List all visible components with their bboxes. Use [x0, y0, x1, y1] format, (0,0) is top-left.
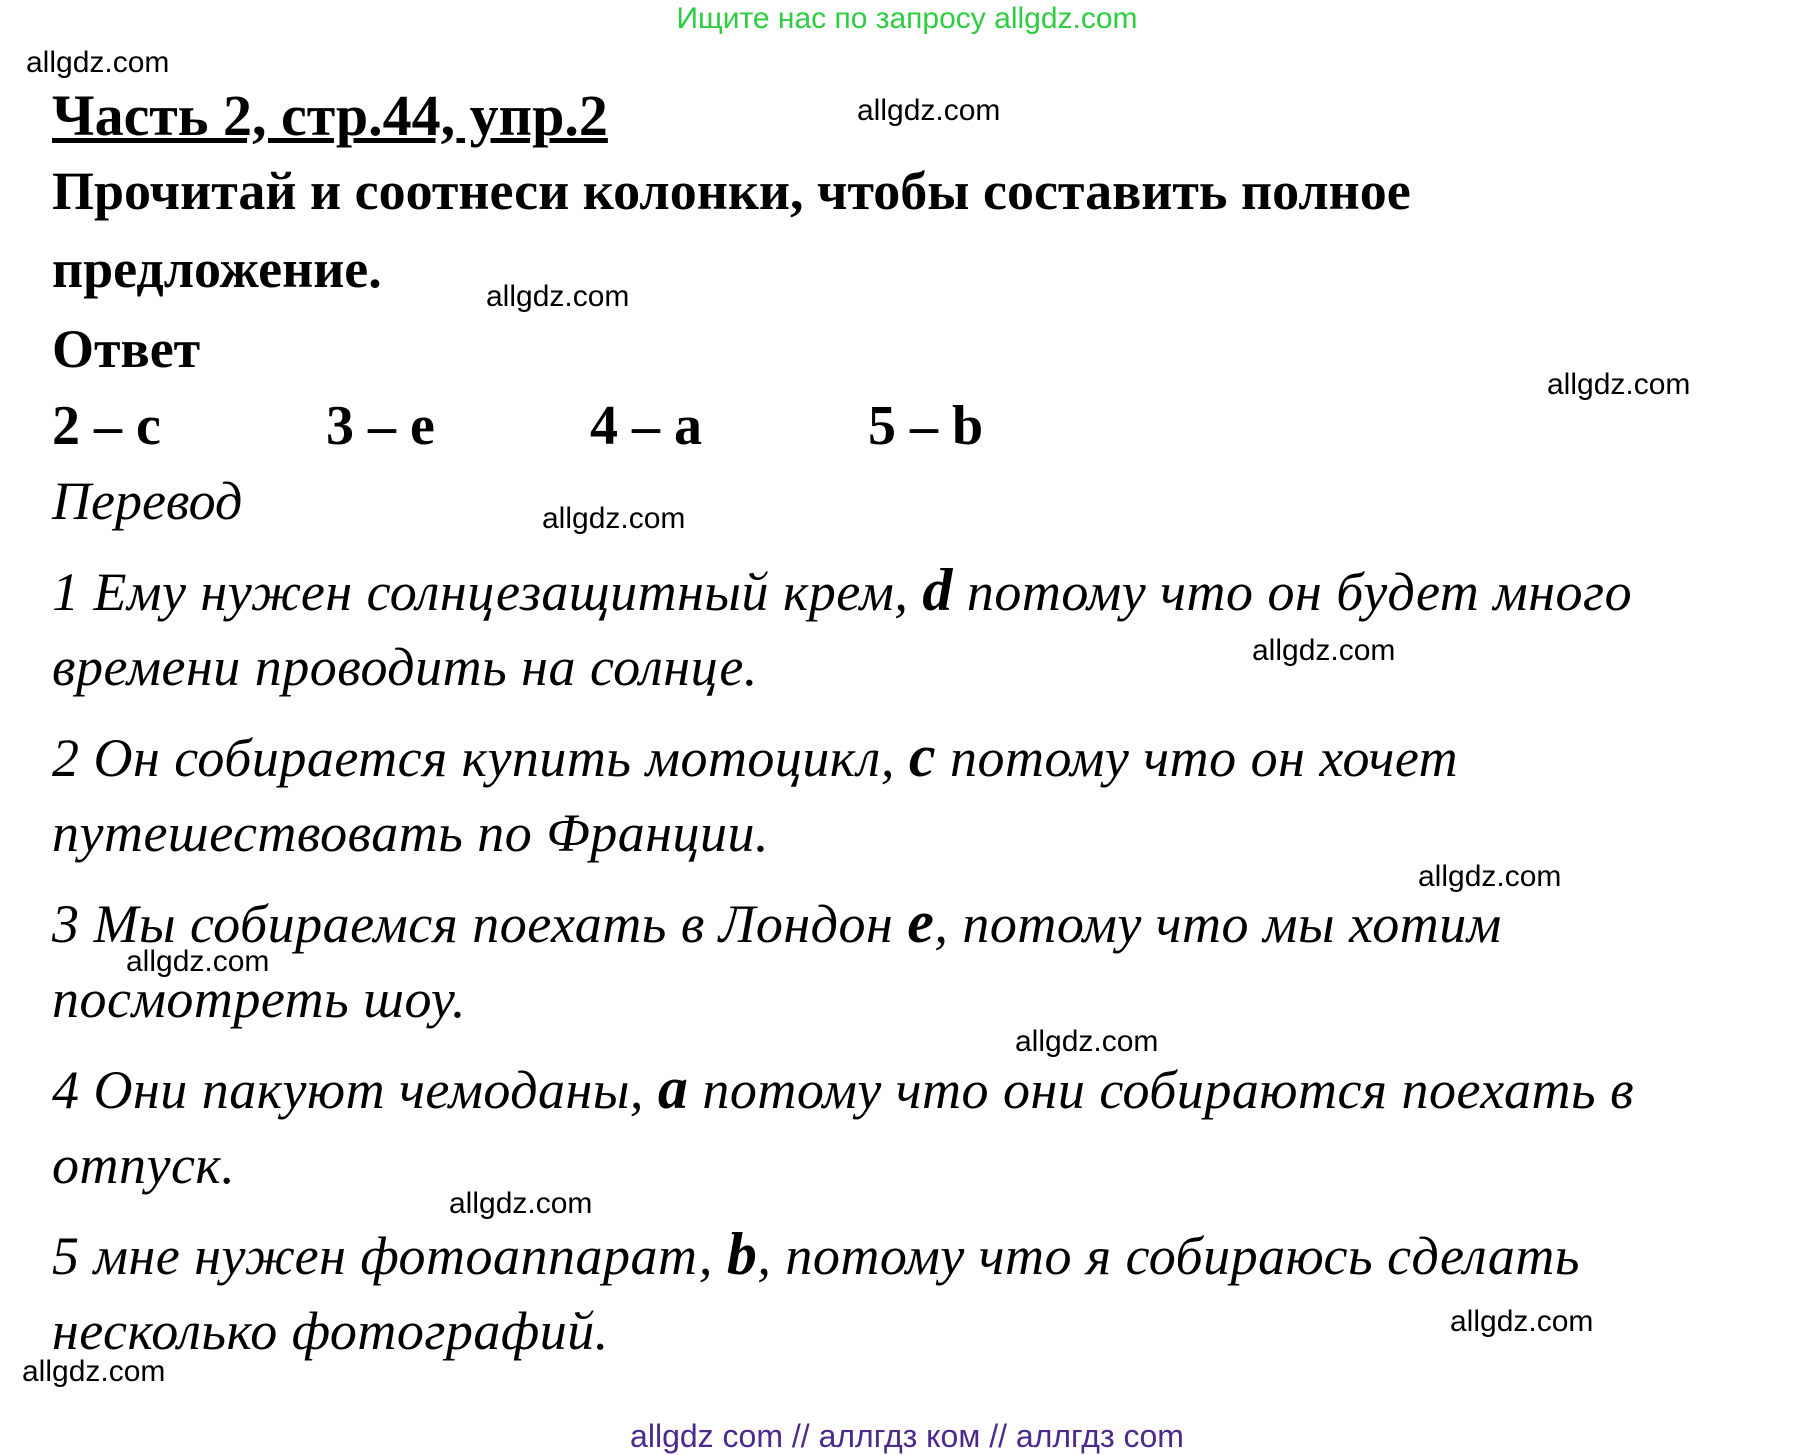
footer-links[interactable]: allgdz com // аллгдз ком // аллгдз com	[630, 1418, 1184, 1454]
sentence-text: 3 Мы собираемся поехать в Лондон	[52, 894, 908, 954]
translation-sentence-4	[52, 1054, 1634, 1123]
sentence-text: , потому что мы хотим	[934, 894, 1502, 954]
watermark: allgdz.com	[1418, 860, 1562, 893]
translation-sentence-3-continued: посмотреть шоу.	[52, 969, 467, 1029]
watermark: allgdz.com	[1450, 1305, 1594, 1338]
translation-sentence-2-continued: путешествовать по Франции.	[52, 803, 770, 863]
watermark: allgdz.com	[22, 1355, 166, 1388]
answer-letter: b	[726, 1221, 758, 1287]
sentence-text: , потому что я собираюсь сделать	[757, 1226, 1580, 1286]
sentence-text: потому что он хочет	[935, 728, 1459, 788]
watermark: allgdz.com	[126, 945, 270, 978]
answer-pair: 3 – e	[326, 395, 435, 457]
translation-sentence-2	[52, 722, 1458, 791]
watermark: allgdz.com	[1547, 368, 1691, 401]
answer-pair: 5 – b	[868, 395, 984, 457]
answer-title: Ответ	[52, 319, 201, 379]
sentence-text: 4 Они пакуют чемоданы,	[52, 1060, 658, 1120]
watermark: allgdz.com	[542, 502, 686, 535]
translation-sentence-5	[52, 1220, 1580, 1289]
watermark: allgdz.com	[486, 280, 630, 313]
task-text-line-2: предложение.	[52, 239, 382, 299]
watermark: allgdz.com	[26, 46, 170, 79]
translation-sentence-5-continued: несколько фотографий.	[52, 1301, 609, 1361]
sentence-text: потому что они собираются поехать в	[688, 1060, 1635, 1120]
sentence-text: потому что он будет много	[952, 562, 1633, 622]
watermark: allgdz.com	[1015, 1025, 1159, 1058]
translation-sentence-4-continued: отпуск.	[52, 1135, 236, 1195]
task-text-line-1: Прочитай и соотнеси колонки, чтобы составить полное	[52, 161, 1411, 221]
answer-letter: e	[907, 889, 935, 955]
translation-sentence-1	[52, 556, 1632, 625]
answer-letter: c	[908, 723, 936, 789]
answer-pair: 4 – a	[590, 395, 702, 457]
sentence-text: 1 Ему нужен солнцезащитный крем,	[52, 562, 923, 622]
watermark: allgdz.com	[857, 94, 1001, 127]
watermark: allgdz.com	[1252, 634, 1396, 667]
translation-title: Перевод	[52, 471, 243, 531]
answer-pair: 2 – c	[52, 395, 161, 457]
page-title: Часть 2, стр.44, упр.2	[52, 83, 608, 148]
answer-pairs	[52, 394, 1052, 464]
answer-letter: a	[657, 1055, 689, 1121]
watermark: allgdz.com	[449, 1187, 593, 1220]
translation-sentence-3	[52, 888, 1502, 957]
translation-sentence-1-continued: времени проводить на солнце.	[52, 637, 758, 697]
sentence-text: 2 Он собирается купить мотоцикл,	[52, 728, 909, 788]
sentence-text: 5 мне нужен фотоаппарат,	[52, 1226, 727, 1286]
answer-letter: d	[922, 557, 953, 623]
promo-banner[interactable]: Ищите нас по запросу allgdz.com	[676, 2, 1138, 35]
